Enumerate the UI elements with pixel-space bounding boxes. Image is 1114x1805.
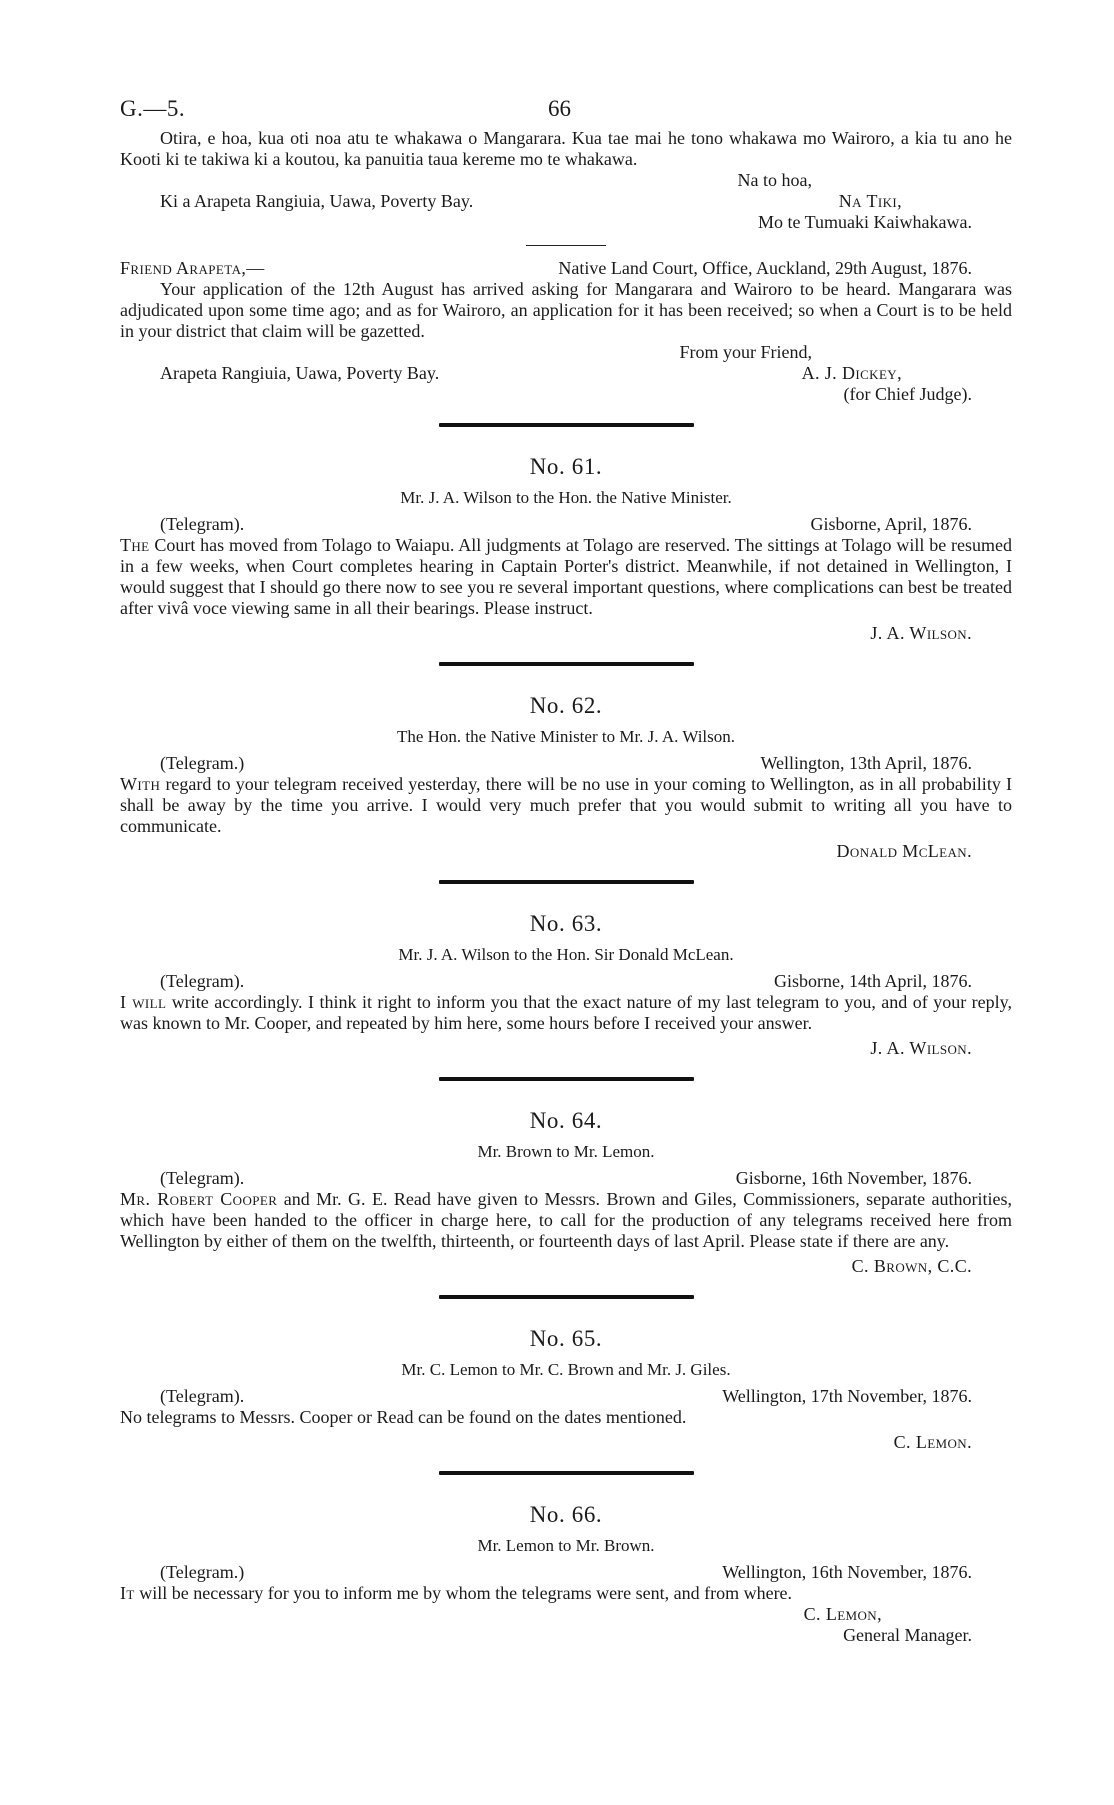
section-divider (439, 880, 694, 884)
telegram-signature: J. A. Wilson. (870, 1038, 972, 1058)
telegram-65 (120, 1325, 1012, 1453)
telegram-place-date: Gisborne, April, 1876. (810, 514, 972, 534)
item-parties: Mr. C. Lemon to Mr. C. Brown and Mr. J. Giles. (401, 1360, 731, 1379)
item-number: No. 63. (529, 911, 603, 936)
document-page (120, 88, 1012, 1646)
page-header (120, 88, 1012, 128)
letter-signer-title: Mo te Tumuaki Kaiwhakawa. (758, 212, 972, 232)
telegram-kind: (Telegram.) (160, 1562, 245, 1582)
item-parties: Mr. J. A. Wilson to the Hon. Sir Donald McLean. (398, 945, 734, 964)
telegram-place-date: Gisborne, 14th April, 1876. (774, 971, 972, 991)
lead-word: It (120, 1583, 135, 1603)
telegram-61 (120, 453, 1012, 644)
telegram-signature: C. Brown, C.C. (851, 1256, 972, 1276)
letter-addressee: Ki a Arapeta Rangiuia, Uawa, Poverty Bay. (160, 191, 474, 211)
telegram-body (120, 774, 1012, 837)
body-text: will be necessary for you to inform me by whom the telegrams were sent, and from where. (134, 1583, 793, 1603)
item-number: No. 64. (529, 1108, 603, 1133)
item-number: No. 65. (529, 1326, 603, 1351)
body-text: Court has moved from Tolago to Waiapu. All judgments at Tolago are reserved. The sittings at Tolago will be resumed in a few weeks, when Court completes hearing in Captain Porter's district. Meanwhile, if not detained in Wellington, I would suggest that I should go there now to see you re several important questions, where complications can best be treated after vivâ voce viewing same in all their bearings. Please instruct. (120, 535, 1012, 618)
section-divider (439, 1077, 694, 1081)
lead-word: The (120, 535, 150, 555)
section-divider (439, 1471, 694, 1475)
telegram-signature: C. Lemon, (803, 1604, 882, 1624)
body-text: regard to your telegram received yesterday, there will be no use in your coming to Wellington, as in all probability I shall be away by the time you arrive. I would very much prefer that you would submit to writing all you have to communicate. (120, 774, 1012, 836)
telegram-kind: (Telegram.) (160, 753, 245, 773)
letter-maori (120, 128, 1012, 233)
letter-place-date: Native Land Court, Office, Auckland, 29th August, 1876. (558, 258, 972, 278)
letter-english (120, 258, 1012, 405)
telegram-62 (120, 692, 1012, 862)
telegram-place-date: Wellington, 13th April, 1876. (760, 753, 972, 773)
telegram-signature: Donald McLean. (836, 841, 972, 861)
letter-signer: A. J. Dickey, (801, 363, 902, 383)
telegram-place-date: Wellington, 16th November, 1876. (722, 1562, 972, 1582)
body-text: write accordingly. I think it right to inform you that the exact nature of my last telegram to you, and of your reply, was known to Mr. Cooper, and repeated by him here, some hours before I received your answer. (120, 992, 1012, 1033)
telegram-signature-title: General Manager. (843, 1625, 972, 1645)
item-parties: Mr. J. A. Wilson to the Hon. the Native Minister. (400, 488, 732, 507)
letter-closing: Na to hoa, (737, 170, 812, 190)
body-text: and Mr. G. E. Read have given to Messrs. Brown and Giles, Commissioners, separate authorities, which have been handed to the officer in charge here, to call for the production of any telegrams received here from Wellington by either of them on the twelfth, thirteenth, or fourteenth days of last April. Please state if there are any. (120, 1189, 1012, 1251)
telegram-kind: (Telegram). (160, 514, 245, 534)
item-number: No. 66. (529, 1502, 603, 1527)
telegram-place-date: Gisborne, 16th November, 1876. (735, 1168, 972, 1188)
paper-code: G.—5. (120, 96, 186, 121)
telegram-body (120, 1189, 1012, 1252)
telegram-kind: (Telegram). (160, 1386, 245, 1406)
lead-word: I will (120, 992, 167, 1012)
section-divider (439, 1295, 694, 1299)
lead-word: Mr. Robert Cooper (120, 1189, 278, 1209)
telegram-63 (120, 910, 1012, 1059)
letter-signer-title: (for Chief Judge). (843, 384, 972, 404)
letter-body: Your application of the 12th August has arrived asking for Mangarara and Wairoro to be heard. Mangarara was adjudicated upon some time ago; and as for Wairoro, an application for it has been received; so when a Court is to be held in your district that claim will be gazetted. (120, 279, 1012, 341)
item-parties: The Hon. the Native Minister to Mr. J. A. Wilson. (396, 727, 736, 746)
telegram-signature: C. Lemon. (893, 1432, 972, 1452)
telegram-body (120, 1407, 1012, 1428)
lead-word: With (120, 774, 161, 794)
item-number: No. 61. (529, 454, 603, 479)
page-number: 66 (548, 96, 571, 121)
letter-salutation: Friend Arapeta,— (120, 258, 265, 278)
telegram-kind: (Telegram). (160, 971, 245, 991)
letter-signer: Na Tiki, (838, 191, 902, 211)
letter-body: Otira, e hoa, kua oti noa atu te whakawa o Mangarara. Kua tae mai he tono whakawa mo Wairoro, a kia tu ano he Kooti ki te takiwa ki a koutou, ka panuitia taua kereme mo te whakawa. (120, 128, 1012, 169)
item-parties: Mr. Lemon to Mr. Brown. (477, 1536, 655, 1555)
telegram-signature: J. A. Wilson. (870, 623, 972, 643)
telegram-66 (120, 1501, 1012, 1646)
telegram-body (120, 535, 1012, 619)
divider-short (526, 245, 606, 246)
telegram-body (120, 1583, 1012, 1604)
letter-addressee: Arapeta Rangiuia, Uawa, Poverty Bay. (160, 363, 440, 383)
section-divider (439, 662, 694, 666)
telegram-body (120, 992, 1012, 1034)
telegram-place-date: Wellington, 17th November, 1876. (722, 1386, 972, 1406)
body-text: No telegrams to Messrs. Cooper or Read can be found on the dates mentioned. (120, 1407, 687, 1427)
letter-closing: From your Friend, (679, 342, 812, 362)
telegram-kind: (Telegram). (160, 1168, 245, 1188)
item-number: No. 62. (529, 693, 603, 718)
section-divider (439, 423, 694, 427)
item-parties: Mr. Brown to Mr. Lemon. (477, 1142, 655, 1161)
telegram-64 (120, 1107, 1012, 1277)
